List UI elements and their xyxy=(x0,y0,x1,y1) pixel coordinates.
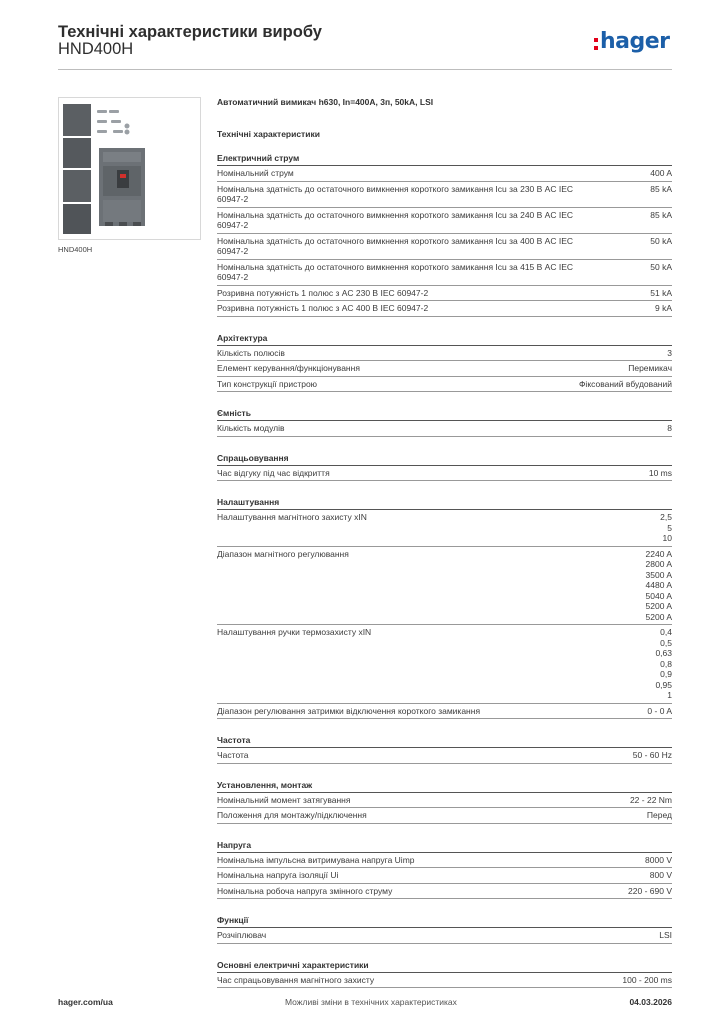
disclaimer-note: Можливі зміни в технічних характеристиках xyxy=(285,997,457,1007)
section-title: Основні електричні характеристики xyxy=(217,960,672,973)
spec-value-line: 1 xyxy=(667,690,672,700)
spec-value-line: 2,5 xyxy=(660,512,672,522)
spec-value xyxy=(650,168,672,179)
spec-value-line: 0,63 xyxy=(655,648,672,658)
section-spacer xyxy=(217,437,672,453)
spec-row xyxy=(217,377,672,393)
spec-value-line: Перед xyxy=(646,810,672,820)
spec-sections xyxy=(217,153,672,988)
spec-row xyxy=(217,301,672,317)
spec-row xyxy=(217,234,672,260)
spec-label: Налаштування магнітного захисту xIN xyxy=(217,512,367,522)
spec-label: Номінальний момент затягування xyxy=(217,794,351,805)
spec-value-line: 5200 A xyxy=(645,611,672,622)
spec-value-line: 5 xyxy=(667,522,672,533)
spec-row xyxy=(217,208,672,234)
spec-label: Час відгуку під час відкриття xyxy=(217,467,330,478)
spec-label: Діапазон регулювання затримки відключення короткого замикання xyxy=(217,705,481,716)
spec-value-line: 800 V xyxy=(649,870,672,880)
page-title: Технічні характеристики виробу xyxy=(58,23,322,41)
spec-value-line: 2800 A xyxy=(645,559,672,569)
spec-label: Розривна потужність 1 полюс з AC 400 В IEC 60947-2 xyxy=(217,303,429,313)
spec-value-line: LSI xyxy=(659,930,672,940)
spec-label: Кількість модулів xyxy=(217,423,285,433)
spec-value xyxy=(647,706,672,717)
image-caption: HND400H xyxy=(58,245,93,254)
spec-label: Номінальна напруга ізоляції Ui xyxy=(217,870,339,880)
spec-row xyxy=(217,884,672,900)
spec-row xyxy=(217,808,672,824)
spec-row xyxy=(217,260,672,286)
spec-label: Номінальна здатність до остаточного вимкнення короткого замикання Icu за 240 В AC IEC 60947-2 xyxy=(217,209,574,230)
spec-value xyxy=(650,184,672,205)
spec-value-line: 3 xyxy=(667,347,672,358)
spec-value xyxy=(646,549,672,623)
spec-value xyxy=(650,870,672,881)
spec-value-line: 5040 A xyxy=(645,590,672,601)
spec-label: Тип конструкції пристрою xyxy=(217,378,318,389)
spec-value-line: 50 kA xyxy=(650,235,672,246)
spec-value xyxy=(660,512,672,544)
spec-value-line: 85 kA xyxy=(650,183,672,194)
spec-value-line: 51 kA xyxy=(650,287,672,298)
spec-value-line: 10 ms xyxy=(648,467,672,478)
header-divider xyxy=(58,69,672,70)
spec-label: Час спрацьовування магнітного захисту xyxy=(217,974,375,985)
section-spacer xyxy=(217,824,672,840)
spec-label: Номінальна здатність до остаточного вимкнення короткого замикання Icu за 415 В AC IEC 60947-2 xyxy=(217,261,574,282)
spec-value xyxy=(650,262,672,283)
spec-value xyxy=(649,468,672,479)
spec-value-line: 22 - 22 Nm xyxy=(629,794,672,805)
spec-value xyxy=(622,975,672,986)
spec-value-line: 85 kA xyxy=(650,209,672,220)
spec-value-line: 0 - 0 A xyxy=(647,705,672,716)
spec-label: Розчіплювач xyxy=(217,930,267,940)
spec-content xyxy=(217,97,672,988)
spec-value-line: 9 kA xyxy=(654,303,672,313)
spec-value xyxy=(667,423,672,434)
spec-label: Налаштування ручки термозахисту xIN xyxy=(217,627,372,637)
spec-value-line: 0,9 xyxy=(660,669,672,679)
spec-value xyxy=(645,855,672,866)
hager-logo[interactable] xyxy=(594,28,670,56)
spec-value-line: 0,5 xyxy=(660,637,672,648)
spec-value-line: 100 - 200 ms xyxy=(622,974,672,985)
spec-value-line: 0,8 xyxy=(660,658,672,669)
spec-value-line: 4480 A xyxy=(645,580,672,590)
spec-label: Номінальна імпульсна витримувана напруга Uimp xyxy=(217,854,415,865)
spec-row xyxy=(217,704,672,720)
document-date: 04.03.2026 xyxy=(629,997,672,1007)
spec-label: Частота xyxy=(217,750,249,760)
spec-row xyxy=(217,466,672,482)
section-title: Установлення, монтаж xyxy=(217,780,672,793)
spec-value xyxy=(650,210,672,231)
spec-row xyxy=(217,973,672,989)
spec-row xyxy=(217,625,672,704)
spec-label: Положення для монтажу/підключення xyxy=(217,810,367,820)
spec-label: Номінальний струм xyxy=(217,168,294,178)
spec-value xyxy=(633,750,672,761)
spec-label: Номінальна здатність до остаточного вимкнення короткого замикання Icu за 400 В AC IEC 60947-2 xyxy=(217,235,574,256)
spec-label: Кількість полюсів xyxy=(217,347,285,358)
section-title: Електричний струм xyxy=(217,153,672,166)
spec-value-line: 5200 A xyxy=(645,601,672,611)
spec-value xyxy=(628,363,672,374)
section-spacer xyxy=(217,944,672,960)
logo-text: hager xyxy=(600,29,670,54)
spec-value-line: 8 xyxy=(667,423,672,433)
spec-value-line: 220 - 690 V xyxy=(628,885,672,896)
spec-value xyxy=(650,236,672,257)
spec-label: Діапазон магнітного регулювання xyxy=(217,548,349,559)
spec-row xyxy=(217,868,672,884)
section-title: Напруга xyxy=(217,840,672,853)
section-spacer xyxy=(217,899,672,915)
spec-label: Елемент керування/функціонування xyxy=(217,363,360,373)
spec-row xyxy=(217,361,672,377)
spec-label: Номінальна здатність до остаточного вимкнення короткого замикання Icu за 230 В AC IEC 60947-2 xyxy=(217,183,574,204)
spec-value-line: 50 - 60 Hz xyxy=(632,750,672,760)
tech-spec-heading: Технічні характеристики xyxy=(217,129,320,139)
spec-value-line: 0,95 xyxy=(655,679,672,690)
section-spacer xyxy=(217,764,672,780)
spec-value xyxy=(579,379,672,390)
spec-row xyxy=(217,748,672,764)
logo-dots-icon xyxy=(594,38,598,50)
spec-value-line: 400 A xyxy=(650,168,672,178)
section-spacer xyxy=(217,317,672,333)
spec-value-line: 3500 A xyxy=(645,569,672,580)
spec-row xyxy=(217,793,672,809)
section-title: Частота xyxy=(217,735,672,748)
spec-value-line: Фіксований вбудований xyxy=(578,378,672,389)
spec-value xyxy=(655,303,672,314)
section-spacer xyxy=(217,392,672,408)
spec-value-line: 2240 A xyxy=(645,548,672,559)
spec-row xyxy=(217,346,672,362)
section-title: Функції xyxy=(217,915,672,928)
spec-value-line: 8000 V xyxy=(645,854,672,865)
product-code: HND400H xyxy=(58,40,134,58)
spec-value-line: 10 xyxy=(662,533,672,543)
spec-value-line: 50 kA xyxy=(650,261,672,272)
product-description: Автоматичний вимикач h630, In=400A, 3п, 50kA, LSI xyxy=(217,97,434,107)
circuit-breaker-image xyxy=(58,97,201,240)
spec-row xyxy=(217,421,672,437)
spec-value xyxy=(628,886,672,897)
spec-row xyxy=(217,928,672,944)
section-title: Спрацьовування xyxy=(217,453,672,466)
spec-row xyxy=(217,853,672,869)
website-link[interactable]: hager.com/ua xyxy=(58,997,113,1007)
section-spacer xyxy=(217,481,672,497)
spec-label: Розривна потужність 1 полюс з AC 230 В IEC 60947-2 xyxy=(217,287,429,298)
spec-row xyxy=(217,182,672,208)
spec-row xyxy=(217,547,672,626)
section-title: Ємність xyxy=(217,408,672,421)
spec-row xyxy=(217,166,672,182)
spec-value xyxy=(650,288,672,299)
spec-value-line: Перемикач xyxy=(628,363,672,373)
spec-value xyxy=(655,627,672,701)
section-title: Архітектура xyxy=(217,333,672,346)
section-title: Налаштування xyxy=(217,497,672,510)
section-spacer xyxy=(217,719,672,735)
spec-row xyxy=(217,286,672,302)
spec-value xyxy=(659,930,672,941)
spec-value-line: 0,4 xyxy=(660,627,672,637)
spec-value xyxy=(647,810,672,821)
spec-label: Номінальна робоча напруга змінного струму xyxy=(217,885,393,896)
spec-value xyxy=(667,348,672,359)
spec-row xyxy=(217,510,672,547)
spec-value xyxy=(630,795,672,806)
